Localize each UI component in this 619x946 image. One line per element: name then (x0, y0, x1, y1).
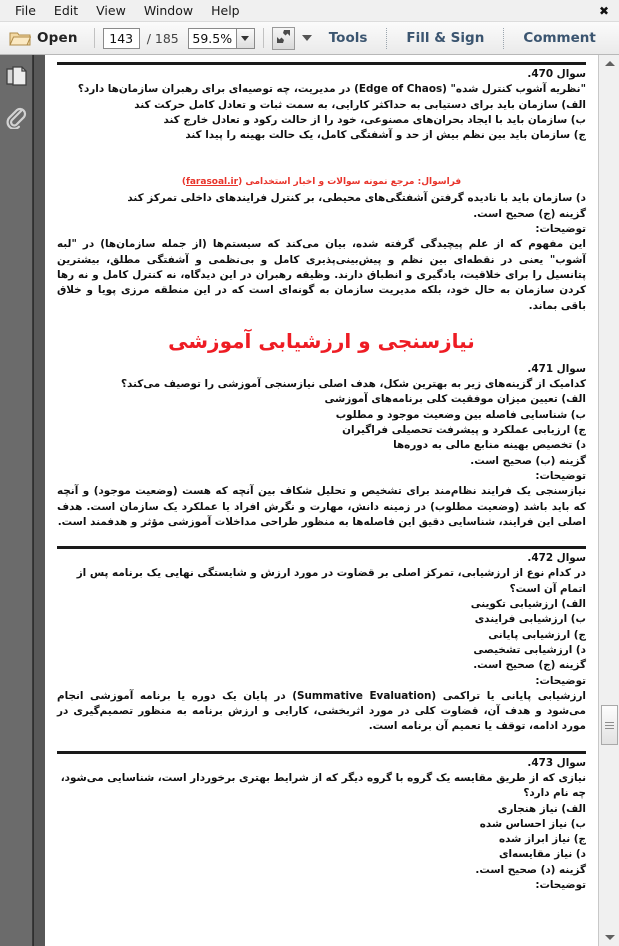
fill-and-sign-tab[interactable]: Fill & Sign (406, 30, 485, 46)
option-b: ب) ارزشیابی فرایندی (474, 613, 586, 626)
scroll-thumb[interactable] (601, 705, 618, 745)
close-icon[interactable]: ✖ (598, 4, 610, 18)
page-thumbnails-icon[interactable] (4, 65, 28, 89)
question-number: سوال 472. (527, 552, 586, 565)
page-number-input[interactable]: 143 (103, 28, 140, 49)
menu-item-view[interactable]: View (96, 2, 126, 18)
toolbar (0, 22, 619, 55)
vertical-scrollbar[interactable] (598, 55, 619, 946)
question-block-470 (57, 65, 586, 143)
option-c: ج) نیاز ابراز شده (499, 833, 586, 846)
explanation-text: ارزشیابی پایانی یا تراکمی (Summative Evaluation) در پایان یک دوره یا برنامه آموزشی انجام می‌شود و هدف آن، قضاوت کلی در مورد اثربخشی، کارایی و ارزش برنامه به منظور تصمیم‌گیری در مورد ادامه، توقف یا تعمیم آن برنامه است. (57, 689, 586, 733)
menu-item-edit[interactable]: Edit (53, 2, 79, 18)
question-text: در کدام نوع از ارزشیابی، تمرکز اصلی بر قضاوت در مورد ارزش و شایستگی نهایی یک برنامه پس از اتمام آن است؟ (76, 567, 586, 595)
explanation-text: نیازسنجی یک فرایند نظام‌مند برای تشخیص و تحلیل شکاف بین آنچه که هست (وضعیت موجود) و آنچه که باید باشد (وضعیت مطلوب) در زمینه دانش، مهارت و نگرش افراد یا عملکرد یک سازمان است. هدف اصلی این فرایند، شناسایی دقیق این فاصله‌ها به منظور طراحی مداخلات آموزشی مؤثر و هدفمند است. (57, 485, 586, 528)
section-heading: نیازسنجی و ارزشیابی آموزشی (168, 328, 475, 353)
question-block-472 (57, 549, 586, 735)
watermark-prefix: فراسوال: مرجع نمونه سوالات و اخبار استخدامی ( (238, 177, 462, 188)
document-viewport[interactable] (33, 55, 598, 946)
question-block-473 (57, 754, 586, 894)
option-b: ب) شناسایی فاصله بین وضعیت موجود و مطلوب (335, 408, 586, 421)
folder-open-icon (9, 30, 31, 47)
triangle-up-icon (605, 61, 615, 66)
option-a: الف) تعیین میزان موفقیت کلی برنامه‌های آموزشی (324, 393, 586, 406)
menu-item-window[interactable]: Window (143, 2, 194, 18)
more-tools-button[interactable] (295, 35, 319, 41)
comment-tab[interactable]: Comment (523, 30, 596, 46)
scroll-up-arrow[interactable] (599, 55, 619, 72)
question-text: نیازی که از طریق مقایسه یک گروه با گروه دیگر که از شرایط بهتری برخوردار است، شناسایی می‌شود، چه نام دارد؟ (60, 771, 586, 800)
option-a: الف) نیاز هنجاری (497, 802, 586, 815)
attachments-paperclip-icon[interactable] (4, 105, 28, 129)
question-number: سوال 471. (527, 362, 586, 375)
application-body (0, 55, 619, 946)
option-c: ج) سازمان باید بین نظم بیش از حد و آشفتگی کامل، یک حالت بهینه را پیدا کند (185, 129, 586, 142)
toolbar-separator-2 (263, 28, 264, 48)
answer-line: گزینه (ب) صحیح است. (470, 454, 586, 467)
option-d: د) سازمان باید با نادیده گرفتن آشفتگی‌های محیطی، بر کنترل فرایندهای داخلی تمرکز کند (127, 192, 586, 205)
watermark (57, 173, 586, 191)
question-number: سوال 473. (527, 756, 586, 769)
option-a: الف) سازمان باید برای دستیابی به حداکثر کارایی، به سمت ثبات و تعادل کامل حرکت کند (134, 98, 586, 111)
zoom-input[interactable]: 59.5% (188, 28, 236, 49)
explanation-label: توضیحات: (535, 223, 586, 236)
grip-icon (605, 720, 614, 731)
question-block-471 (57, 360, 586, 530)
open-button[interactable] (7, 28, 86, 49)
question-text: کدامیک از گزینه‌های زیر به بهترین شکل، هدف اصلی نیازسنجی آموزشی را توصیف می‌کند؟ (120, 378, 586, 391)
open-button-label: Open (37, 30, 78, 46)
toolbar-dotted-separator-1 (386, 28, 387, 49)
menu-item-file[interactable]: File (15, 2, 36, 18)
option-b: ب) سازمان باید با ایجاد بحران‌های مصنوعی، خود را از حالت رکود و تعادل خارج کند (163, 113, 586, 126)
option-b: ب) نیاز احساس شده (479, 817, 586, 830)
option-d: د) ارزشیابی تشخیصی (473, 643, 586, 656)
pdf-page (45, 55, 598, 946)
question-number: سوال 470. (527, 68, 586, 80)
option-c: ج) ارزیابی عملکرد و پیشرفت تحصیلی فراگیران (342, 424, 586, 437)
fit-page-icon (275, 28, 292, 49)
answer-line: گزینه (ج) صحیح است. (473, 207, 586, 220)
menu-item-help[interactable]: Help (211, 2, 240, 18)
answer-line: گزینه (ج) صحیح است. (473, 659, 586, 672)
zoom-dropdown-caret-icon[interactable] (236, 28, 255, 49)
toolbar-dotted-separator-2 (503, 28, 504, 49)
explanation-label: توضیحات: (535, 879, 586, 892)
question-text: "نظریه آشوب کنترل شده" (Edge of Chaos) در مدیریت، چه توصیه‌ای برای رهبران سازمان‌ها دارد؟ (77, 83, 586, 96)
page-total-label: / 185 (146, 30, 179, 46)
answer-line: گزینه (د) صحیح است. (475, 863, 586, 876)
toolbar-separator (94, 28, 95, 48)
watermark-link[interactable]: farasoal.ir (185, 177, 239, 188)
explanation-label: توضیحات: (535, 674, 586, 687)
watermark-suffix: ) (181, 177, 186, 188)
option-a: الف) ارزشیابی تکوینی (470, 598, 586, 611)
explanation-text: این مفهوم که از علم پیچیدگی گرفته شده، بیان می‌کند که سیستم‌ها (از جمله سازمان‌ها) در "لبه آشوب" یعنی در نقطه‌ای بین نظم و پیش‌بینی‌پذیری کامل و بی‌نظمی و آشفتگی مطلق، بیشترین پتانسیل را برای خلاقیت، یادگیری و انطباق دارند. وظیفه رهبران در این دیدگاه، نه کنترل کامل و نه رها کردن سازمان به حال خود، بلکه مدیریت سازمان به گونه‌ای است که در این منطقه مرزی پویا و خلاق باقی بماند. (57, 238, 586, 312)
explanation-label: توضیحات: (535, 469, 586, 482)
navigation-pane (0, 55, 33, 946)
tools-tab[interactable]: Tools (328, 30, 368, 46)
triangle-down-icon (605, 935, 615, 940)
more-tools-caret-icon (302, 35, 312, 41)
fit-page-button[interactable] (272, 27, 295, 50)
zoom-control[interactable] (188, 28, 255, 49)
option-d: د) نیاز مقایسه‌ای (498, 848, 586, 861)
scroll-down-arrow[interactable] (599, 929, 619, 946)
chevron-down-icon (241, 36, 249, 41)
menu-bar (0, 0, 619, 22)
option-c: ج) ارزشیابی پایانی (488, 628, 586, 641)
option-d: د) تخصیص بهینه منابع مالی به دوره‌ها (393, 439, 586, 452)
